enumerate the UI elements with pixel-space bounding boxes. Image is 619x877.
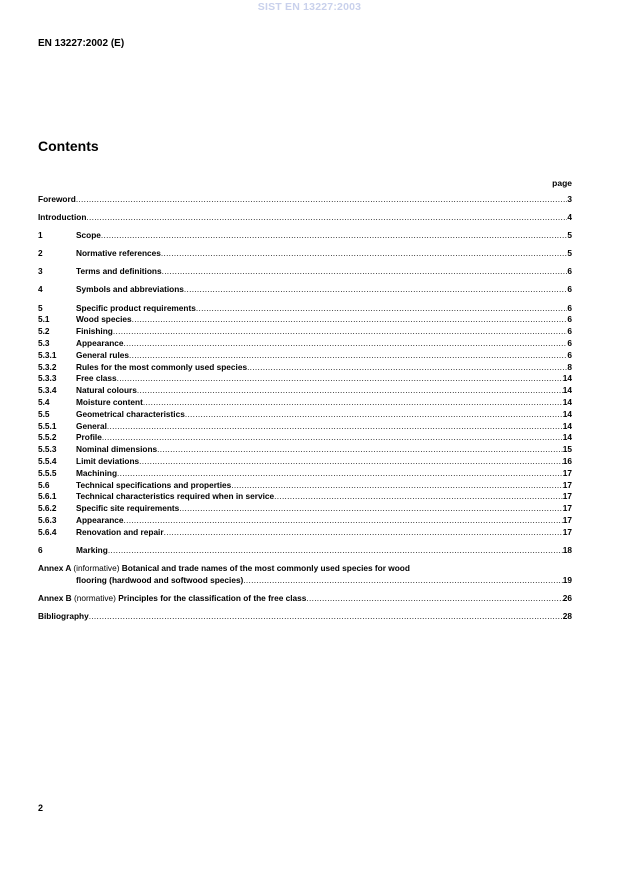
toc-entry-title: Free class xyxy=(76,373,117,384)
toc-entry[interactable] xyxy=(38,314,572,326)
toc-leader xyxy=(117,373,563,385)
toc-entry-title: Normative references xyxy=(76,248,161,259)
toc-entry-title: Technical specifications and properties xyxy=(76,479,232,490)
page-number: 2 xyxy=(38,803,44,813)
annex-b-type: (normative) xyxy=(73,592,116,603)
watermark: SIST EN 13227:2003 xyxy=(257,1,362,13)
toc-entry-title: Geometrical characteristics xyxy=(76,408,185,419)
toc-entry-title: General rules xyxy=(76,349,130,360)
toc-entry[interactable] xyxy=(38,350,572,362)
annex-a-page: 19 xyxy=(562,574,572,585)
toc-entry[interactable] xyxy=(38,338,572,350)
toc-entry-number: 5.1 xyxy=(38,314,50,325)
toc-entry-number: 5.6.2 xyxy=(38,503,57,514)
toc-entry-number: 5.3.1 xyxy=(38,349,57,360)
toc-entry-title: Nominal dimensions xyxy=(76,444,158,455)
toc-entry-page: 6 xyxy=(567,314,572,325)
toc-entry[interactable] xyxy=(38,545,572,557)
toc-entry-page: 5 xyxy=(567,230,572,241)
toc-entry[interactable] xyxy=(38,385,572,397)
toc-entry-page: 14 xyxy=(562,420,572,431)
toc-entry-page: 17 xyxy=(562,503,572,514)
toc-leader xyxy=(164,527,563,539)
toc-entry-title: Symbols and abbreviations xyxy=(76,284,184,295)
toc-entry-number: 4 xyxy=(38,284,43,295)
toc-entry[interactable] xyxy=(38,515,572,527)
toc-entry-title: Renovation and repair xyxy=(76,526,164,537)
toc-entry-page: 17 xyxy=(562,467,572,478)
toc-entry-number: 5.5.3 xyxy=(38,444,57,455)
toc-entry-number: 5.6.1 xyxy=(38,491,57,502)
toc-entry-number: 5.6.3 xyxy=(38,514,57,525)
toc-entry[interactable] xyxy=(38,503,572,515)
annex-a-type: (informative) xyxy=(73,562,120,573)
toc-entry-number: 5 xyxy=(38,302,43,313)
toc-entry[interactable] xyxy=(38,194,572,206)
toc-entry-page: 6 xyxy=(567,266,572,277)
toc-leader xyxy=(101,230,567,242)
toc-entry-title: Specific product requirements xyxy=(76,302,196,313)
toc-entry-title: General xyxy=(76,420,107,431)
toc-leader xyxy=(86,212,567,224)
toc-entry[interactable] xyxy=(38,432,572,444)
toc-entry[interactable] xyxy=(38,397,572,409)
toc-entry-page: 3 xyxy=(567,194,572,204)
toc-entry-page: 17 xyxy=(562,526,572,537)
toc-entry-page: 17 xyxy=(562,479,572,490)
toc-entry[interactable] xyxy=(38,248,572,260)
toc-entry-page: 14 xyxy=(562,373,572,384)
toc-entry-page: 6 xyxy=(567,349,572,360)
annex-a-title-line1: Botanical and trade names of the most commonly used species for wood xyxy=(121,562,410,573)
toc-entry-page: 6 xyxy=(567,284,572,295)
toc-entry[interactable] xyxy=(38,212,572,224)
toc-entry[interactable] xyxy=(38,421,572,433)
annex-b-label: Annex B xyxy=(38,592,72,603)
toc-entry[interactable] xyxy=(38,284,572,296)
toc-entry[interactable] xyxy=(38,303,572,315)
page-title: Contents xyxy=(38,138,99,154)
annex-b-title: Principles for the classification of the free class xyxy=(118,592,307,603)
toc-leader xyxy=(117,468,563,480)
toc-entry-number: 2 xyxy=(38,248,43,259)
page-column-label: page xyxy=(552,178,572,188)
toc-entry-number: 5.5.4 xyxy=(38,455,57,466)
toc-entry-page: 14 xyxy=(562,396,572,407)
toc-entry-title: Foreword xyxy=(38,194,76,204)
toc-entry-page: 8 xyxy=(567,361,572,372)
toc-annex-a[interactable] xyxy=(38,563,572,587)
toc-entry-title: Wood species xyxy=(76,314,132,325)
annex-b-page: 26 xyxy=(562,592,572,603)
toc-entry[interactable] xyxy=(38,266,572,278)
toc-entry-title: Natural colours xyxy=(76,385,137,396)
toc-annex-b[interactable] xyxy=(38,593,572,605)
bibliography-title: Bibliography xyxy=(38,610,89,621)
toc-entry-page: 14 xyxy=(562,432,572,443)
toc-entry-number: 3 xyxy=(38,266,43,277)
toc-leader xyxy=(102,432,563,444)
toc-entry-number: 5.3.2 xyxy=(38,361,57,372)
toc-leader xyxy=(231,480,563,492)
toc-entry[interactable] xyxy=(38,456,572,468)
toc-entry[interactable] xyxy=(38,444,572,456)
toc-entry-title: Terms and definitions xyxy=(76,266,162,277)
toc-leader xyxy=(89,611,563,623)
toc-leader xyxy=(184,284,567,296)
toc-entry-number: 5.6.4 xyxy=(38,526,57,537)
toc-leader xyxy=(185,409,563,421)
toc-entry-title: Finishing xyxy=(76,326,113,337)
toc-entry-number: 5.5.1 xyxy=(38,420,57,431)
toc-entry-page: 4 xyxy=(567,212,572,223)
toc-bibliography[interactable] xyxy=(38,611,572,623)
toc-entry[interactable] xyxy=(38,491,572,503)
toc-entry-number: 5.6 xyxy=(38,479,50,490)
toc-leader xyxy=(124,515,563,527)
toc-entry-title: Profile xyxy=(76,432,102,443)
toc-entry-number: 5.3 xyxy=(38,337,50,348)
toc-entry-title: Machining xyxy=(76,467,118,478)
toc-leader xyxy=(161,248,568,260)
toc-leader xyxy=(143,397,563,409)
toc-entry-number: 5.2 xyxy=(38,326,50,337)
toc-entry-page: 18 xyxy=(562,544,572,555)
toc-entry-page: 6 xyxy=(567,326,572,337)
toc-entry-number: 5.3.3 xyxy=(38,373,57,384)
toc-entry[interactable] xyxy=(38,480,572,492)
toc-entry-page: 15 xyxy=(562,444,572,455)
toc-entry[interactable] xyxy=(38,362,572,374)
toc-entry[interactable] xyxy=(38,373,572,385)
toc-entry-number: 5.5 xyxy=(38,408,50,419)
toc-entry-title: Specific site requirements xyxy=(76,503,180,514)
toc-entry-title: Marking xyxy=(76,544,108,555)
toc-entry-title: Rules for the most commonly used species xyxy=(76,361,248,372)
annex-a-title-line2: flooring (hardwood and softwood species) xyxy=(76,574,244,585)
table-of-contents xyxy=(38,194,572,623)
toc-entry-title: Moisture content xyxy=(76,396,143,407)
toc-entry-page: 6 xyxy=(567,337,572,348)
toc-leader xyxy=(132,314,568,326)
toc-leader xyxy=(196,303,568,315)
toc-leader xyxy=(113,326,568,338)
toc-entry-number: 6 xyxy=(38,544,43,555)
document-id: EN 13227:2002 (E) xyxy=(38,38,125,49)
toc-entry-title: Technical characteristics required when in service xyxy=(76,491,275,502)
toc-entry[interactable] xyxy=(38,527,572,539)
toc-entry-number: 1 xyxy=(38,230,43,241)
toc-entry-page: 17 xyxy=(562,491,572,502)
toc-entry-title: Limit deviations xyxy=(76,455,140,466)
toc-leader xyxy=(107,421,563,433)
toc-entry-number: 5.3.4 xyxy=(38,385,57,396)
toc-entry-title: Appearance xyxy=(76,337,124,348)
toc-leader xyxy=(137,385,563,397)
toc-entry-page: 17 xyxy=(562,514,572,525)
toc-leader xyxy=(124,338,568,350)
toc-entry-number: 5.5.5 xyxy=(38,467,57,478)
toc-entry[interactable] xyxy=(38,409,572,421)
bibliography-page: 28 xyxy=(562,610,572,621)
toc-entry-page: 16 xyxy=(562,455,572,466)
toc-leader xyxy=(157,444,563,456)
toc-entry[interactable] xyxy=(38,326,572,338)
toc-leader xyxy=(108,545,563,557)
toc-entry[interactable] xyxy=(38,468,572,480)
toc-entry-number: 5.5.2 xyxy=(38,432,57,443)
toc-entry-title: Scope xyxy=(76,230,101,241)
toc-leader xyxy=(179,503,562,515)
toc-leader xyxy=(139,456,563,468)
toc-entry-page: 14 xyxy=(562,408,572,419)
toc-leader xyxy=(243,575,562,587)
toc-leader xyxy=(306,593,562,605)
toc-leader xyxy=(129,350,567,362)
annex-a-label: Annex A xyxy=(38,562,72,573)
toc-entry-page: 5 xyxy=(567,248,572,259)
toc-leader xyxy=(274,491,563,503)
toc-leader xyxy=(76,194,568,206)
toc-entry-page: 6 xyxy=(567,302,572,313)
toc-entry-title: Appearance xyxy=(76,514,124,525)
toc-entry-title: Introduction xyxy=(38,212,87,223)
toc-entry-page: 14 xyxy=(562,385,572,396)
toc-entry[interactable] xyxy=(38,230,572,242)
toc-leader xyxy=(247,362,567,374)
toc-entry-number: 5.4 xyxy=(38,396,50,407)
toc-leader xyxy=(162,266,568,278)
